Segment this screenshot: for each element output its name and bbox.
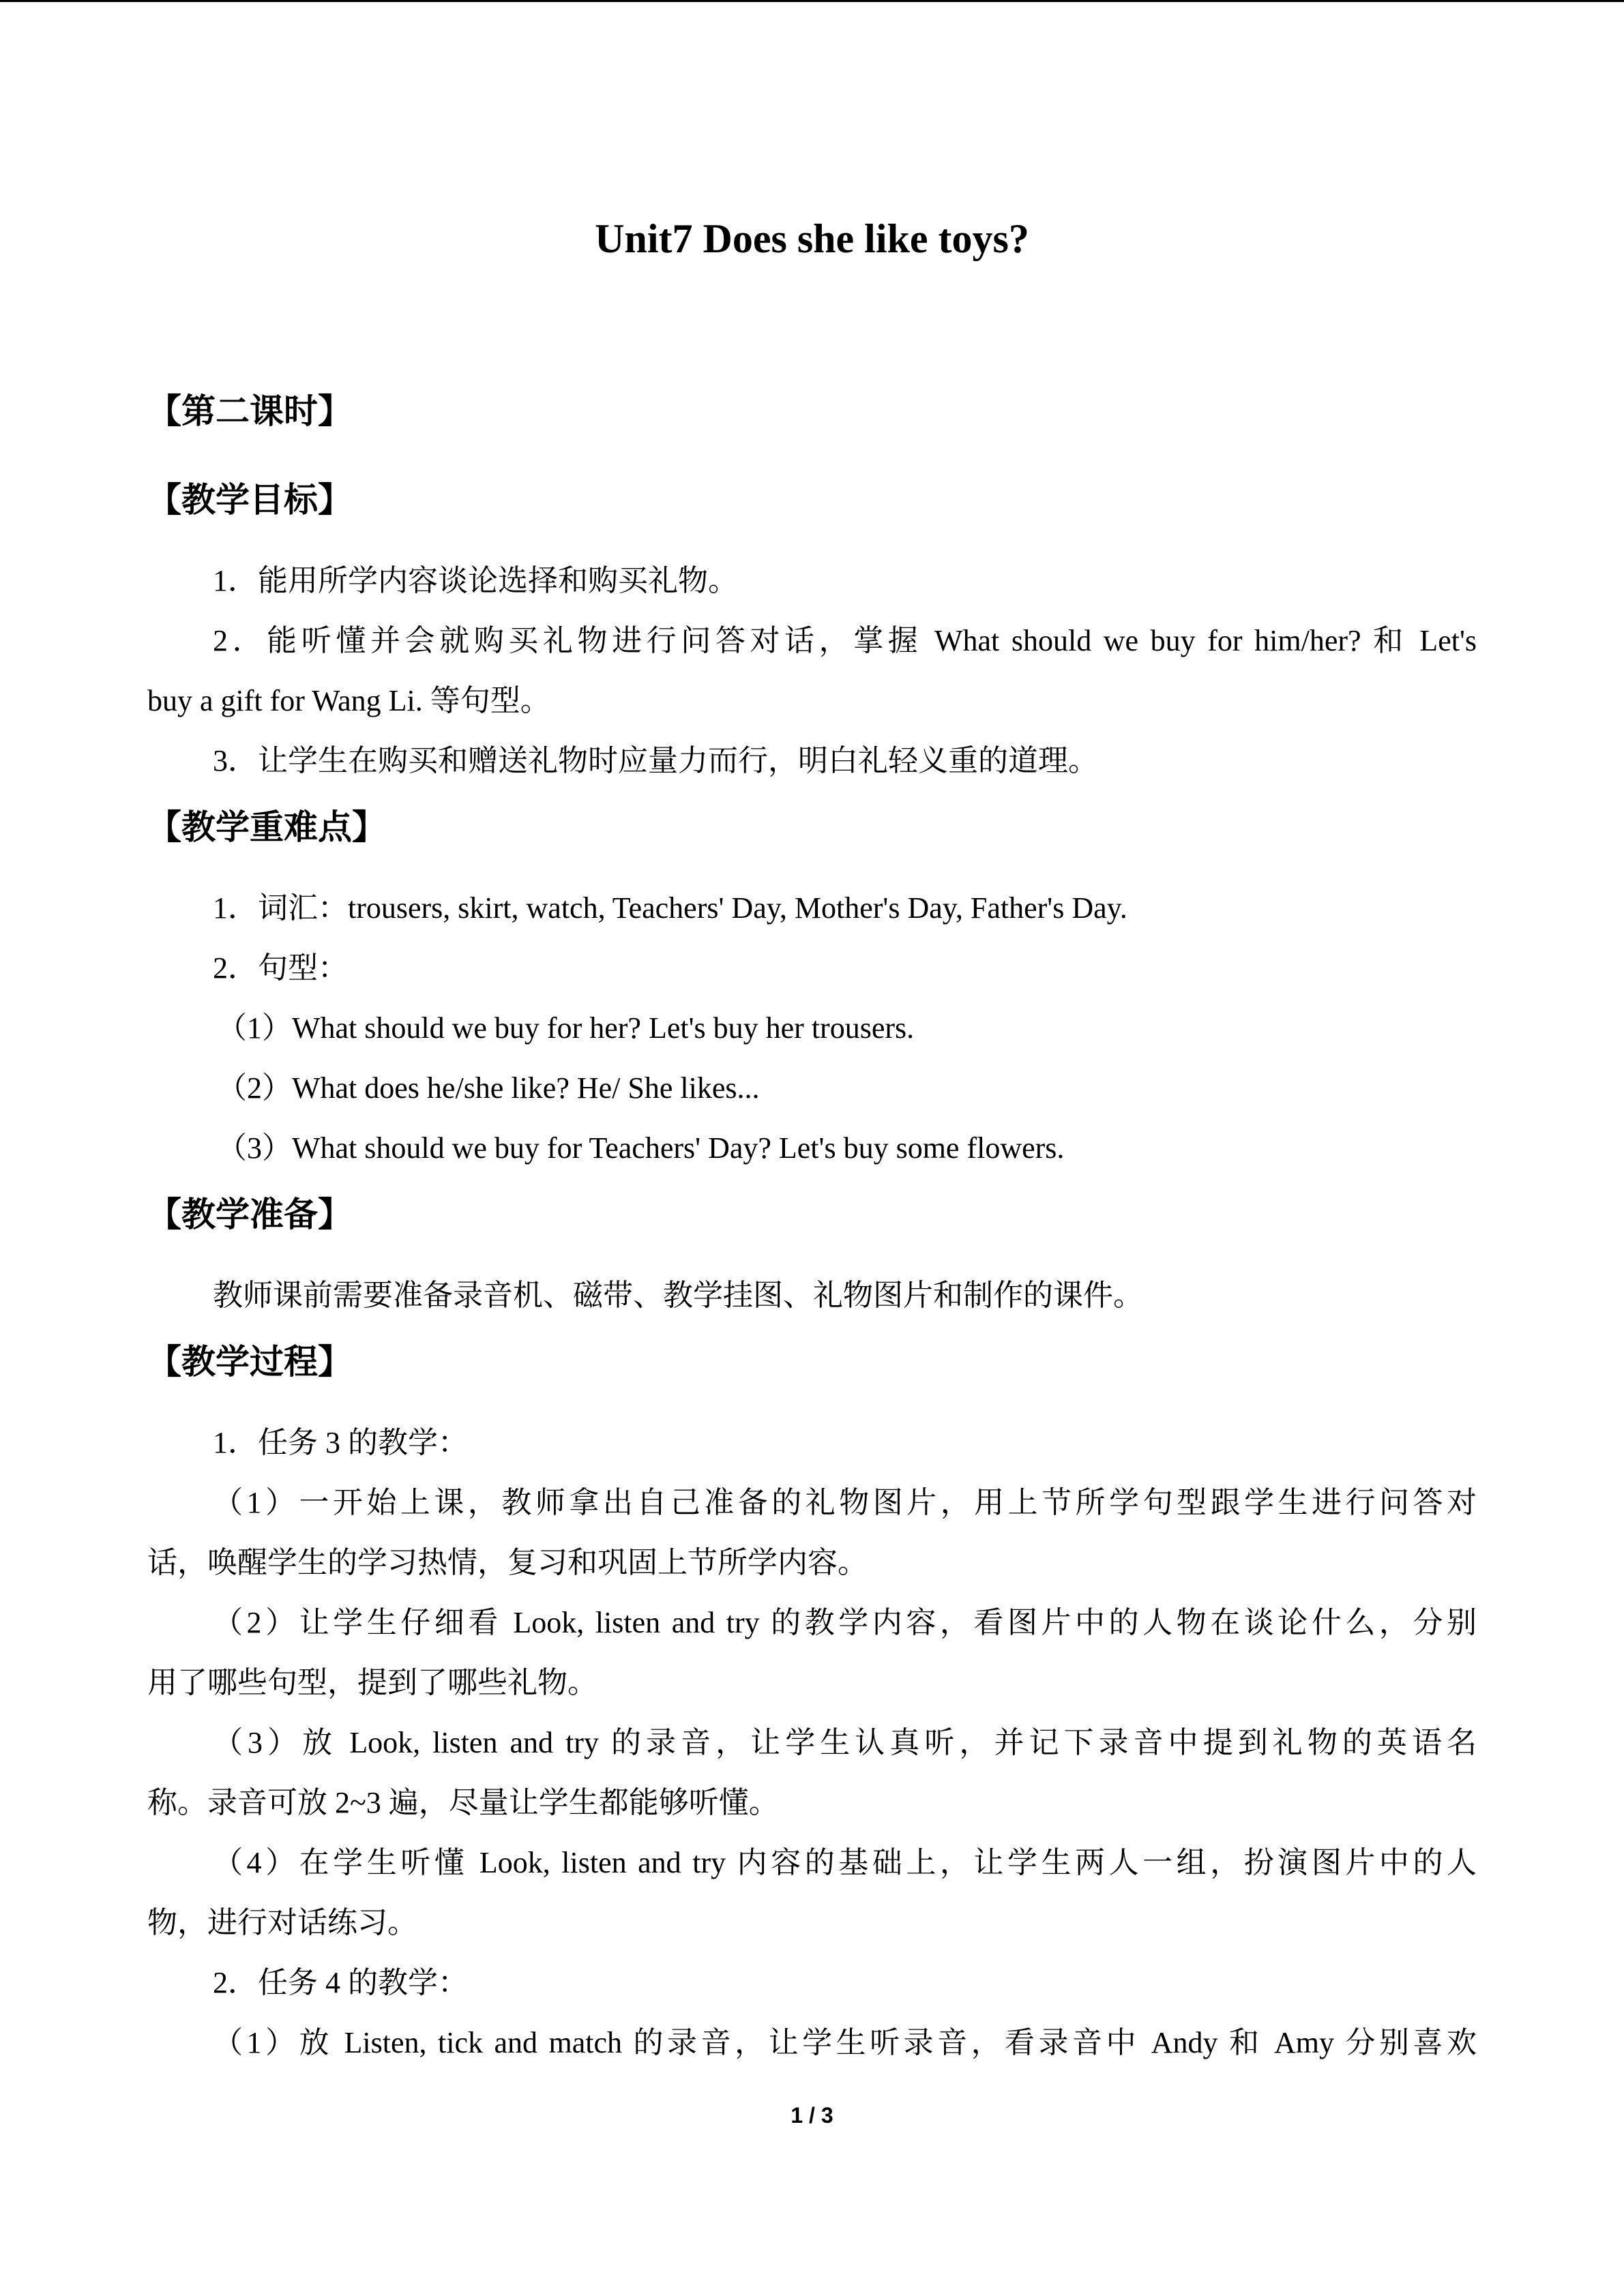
pattern-2: （2）What does he/she like? He/ She likes... [217, 1071, 760, 1105]
task-3-step-1-line-2: 话，唤醒学生的学习热情，复习和巩固上节所学内容。 [147, 1546, 868, 1579]
heading-period: 【第二课时】 [147, 391, 352, 431]
task-4-title: 2．任务 4 的教学： [213, 1966, 468, 1999]
heading-key-points: 【教学重难点】 [147, 807, 386, 847]
task-3-title: 1．任务 3 的教学： [213, 1426, 468, 1459]
task-3-step-4-line-1: （4）在学生听懂 Look, listen and try 内容的基础上，让学生两人一组，扮演图片中的人 [213, 1846, 1477, 1879]
task-3-step-3-line-2: 称。录音可放 2~3 遍，尽量让学生都能够听懂。 [147, 1786, 779, 1819]
pattern-1: （1）What should we buy for her? Let's buy her trousers. [217, 1011, 915, 1045]
task-4-step-1: （1）放 Listen, tick and match 的录音，让学生听录音，看录音中 Andy 和 Amy 分别喜欢 [213, 2026, 1477, 2059]
page-number: 1 / 3 [791, 2103, 833, 2128]
key-point-patterns: 2．句型： [213, 951, 348, 985]
document-title: Unit7 Does she like toys? [595, 216, 1029, 261]
task-3-step-2-line-1: （2）让学生仔细看 Look, listen and try 的教学内容，看图片中的人物在谈论什么，分别 [213, 1606, 1477, 1639]
task-3-step-2-line-2: 用了哪些句型，提到了哪些礼物。 [147, 1666, 597, 1699]
key-point-vocabulary: 1．词汇：trousers, skirt, watch, Teachers' Day, Mother's Day, Father's Day. [213, 891, 1127, 925]
objective-item-2-line-1: 2．能听懂并会就购买礼物进行问答对话，掌握 What should we buy for him/her? 和 Let's [213, 624, 1477, 657]
task-3-step-3-line-1: （3）放 Look, listen and try 的录音，让学生认真听，并记下录音中提到礼物的英语名 [213, 1726, 1477, 1759]
pattern-3: （3）What should we buy for Teachers' Day? Let's buy some flowers. [217, 1131, 1065, 1165]
objective-item-3: 3．让学生在购买和赠送礼物时应量力而行，明白礼轻义重的道理。 [213, 744, 1098, 777]
preparation-text: 教师课前需要准备录音机、磁带、教学挂图、礼物图片和制作的课件。 [213, 1279, 1143, 1312]
task-3-step-1-line-1: （1）一开始上课，教师拿出自己准备的礼物图片，用上节所学句型跟学生进行问答对 [213, 1486, 1477, 1519]
top-border-line [0, 0, 1624, 2]
objective-item-2-line-2: buy a gift for Wang Li. 等句型。 [147, 684, 550, 717]
task-3-step-4-line-2: 物，进行对话练习。 [147, 1906, 417, 1939]
heading-preparation: 【教学准备】 [147, 1195, 352, 1234]
heading-process: 【教学过程】 [147, 1342, 352, 1382]
objective-item-1: 1．能用所学内容谈论选择和购买礼物。 [213, 564, 738, 597]
heading-objectives: 【教学目标】 [147, 480, 352, 520]
